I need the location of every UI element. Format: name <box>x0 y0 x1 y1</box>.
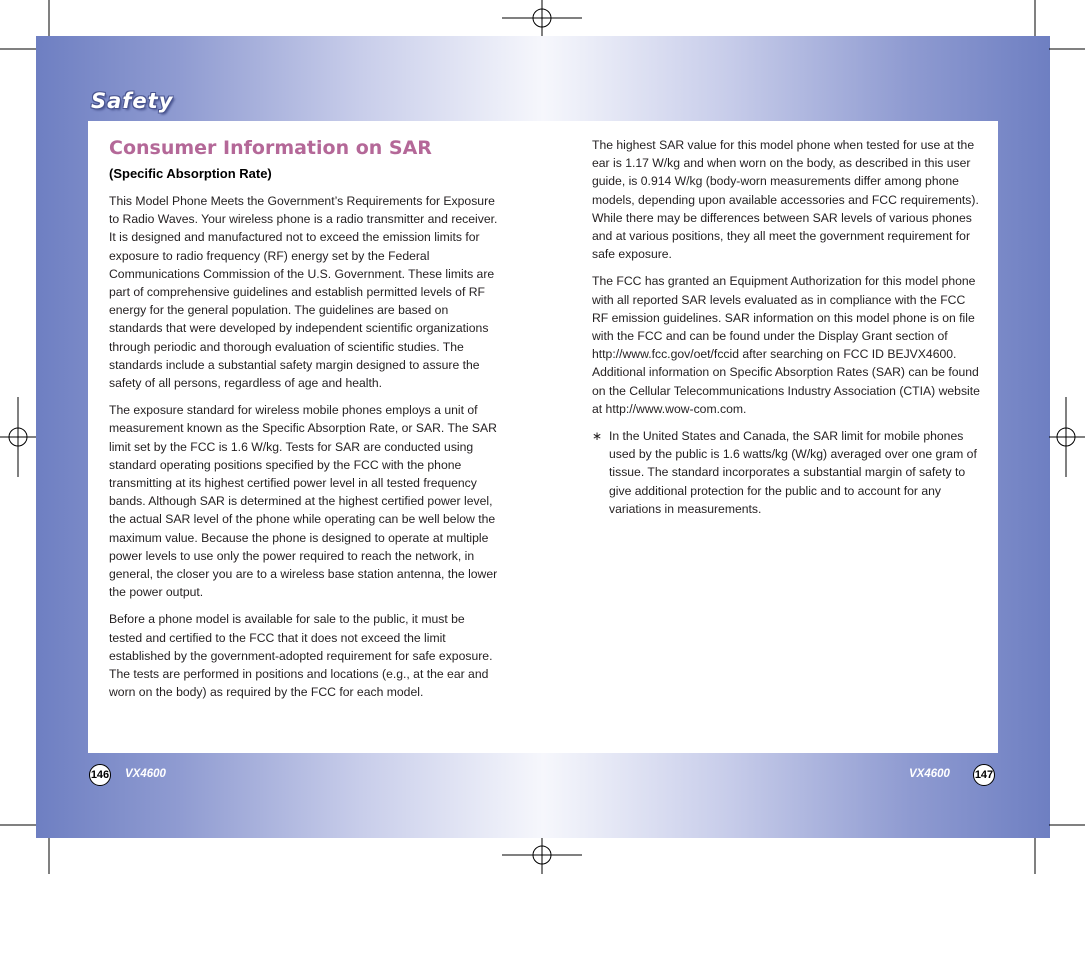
registration-mark-bottom <box>502 838 582 874</box>
article-heading: Consumer Information on SAR <box>109 137 432 159</box>
paragraph: The exposure standard for wireless mobile phones employs a unit of measurement known as the Specific Absorption Rate, or SAR. The SAR limit set by the FCC is 1.6 W/kg. Tests for SAR are conducted using standard operating positions specified by the FCC with the phone transmitting at its highest certified power level in all tested frequency bands. Although SAR is determined at the highest certified power level, the actual SAR level of the phone while operating can be well below the maximum value. Because the phone is designed to operate at multiple power levels to use only the power required to reach the network, in general, the closer you are to a wireless base station antenna, the lower the power output. <box>109 403 498 600</box>
section-title: Safety <box>91 89 174 113</box>
right-model-name: VX4600 <box>909 768 950 780</box>
paragraph: The FCC has granted an Equipment Authorization for this model phone with all reported SAR levels evaluated as in compliance with the FCC RF emission guidelines. SAR information on this model phone is on file with the FCC and can be found under the Display Grant section of http://www.fcc.gov/oet/fccid after searching on FCC ID BEJVX4600. Additional information on Specific Absorption Rates (SAR) can be found on the Cellular Telecommunications Industry Association (CTIA) website at http://www.wow-com.com. <box>592 274 980 416</box>
footnote-text: In the United States and Canada, the SAR limit for mobile phones used by the public is 1.6 watts/kg (W/kg) averaged over one gram of tissue. The standard incorporates a substantial margin of safety to give additional protection for the public and to account for any variations in measurements. <box>609 429 977 516</box>
paragraph: The highest SAR value for this model phone when tested for use at the ear is 1.17 W/kg and when worn on the body, as described in this user guide, is 0.914 W/kg (body-worn measurements differ among phone models, depending upon available accessories and FCC requirements). While there may be differences between SAR levels of various phones and at various positions, they all meet the government requirement for safe exposure. <box>592 138 979 262</box>
right-page-number: 147 <box>973 764 995 786</box>
article-subheading: (Specific Absorption Rate) <box>109 166 272 181</box>
registration-mark-left <box>0 397 36 477</box>
paragraph: This Model Phone Meets the Government’s Requirements for Exposure to Radio Waves. Your wireless phone is a radio transmitter and receiver. It is designed and manufactured not to exceed the emission limits for exposure to radio frequency (RF) energy set by the Federal Communications Commission of the U.S. Government. These limits are part of comprehensive guidelines and establish permitted levels of RF energy for the general population. The guidelines are based on standards that were developed by independent scientific organizations through periodic and thorough evaluation of scientific studies. The standards include a substantial safety margin designed to assure the safety of all persons, regardless of age and health. <box>109 194 498 391</box>
left-page-number: 146 <box>89 764 111 786</box>
registration-mark-right <box>1049 397 1085 477</box>
registration-mark-top <box>502 0 582 36</box>
asterisk-bullet-icon: ∗ <box>592 429 603 444</box>
left-model-name: VX4600 <box>125 768 166 780</box>
paragraph: Before a phone model is available for sale to the public, it must be tested and certified to the FCC that it does not exceed the limit established by the government-adopted requirement for safe exposure. The tests are performed in positions and locations (e.g., at the ear and worn on the body) as required by the FCC for each model. <box>109 612 493 700</box>
